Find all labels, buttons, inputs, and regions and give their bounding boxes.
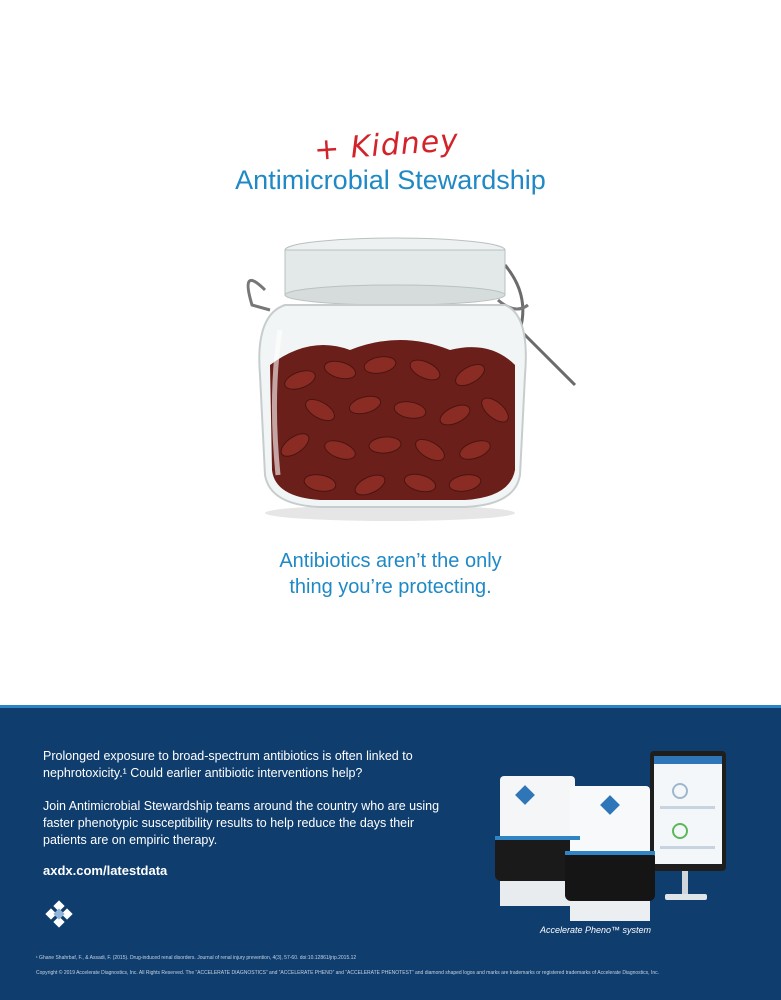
handwritten-kidney: + Kidney: [312, 122, 460, 169]
kidney-bean-jar-image: [230, 235, 580, 525]
tagline-line-2: thing you’re protecting.: [289, 576, 492, 598]
tagline: [0, 548, 781, 600]
tagline-line-1: Antibiotics aren’t the only: [279, 550, 502, 572]
copyright-notice: Copyright © 2019 Accelerate Diagnostics, Inc. All Rights Reserved. The “ACCELERATE DIAGNOSTICS” and “ACCELERATE PHENO” and “ACCELERATE PHENOTEST” and diamond shaped logos and marks are trademarks or registered trademarks of Accelerate Diagnostics, Inc.: [36, 970, 660, 976]
diamond-logo-icon: [43, 900, 75, 932]
website-link[interactable]: axdx.com/latestdata: [43, 863, 168, 878]
body-paragraph-2: Join Antimicrobial Stewardship teams around the country who are using faster phenotypic susceptibility results to help reduce the days their patients are on empiric therapy.: [43, 799, 440, 847]
headline-title: Antimicrobial Stewardship: [235, 165, 546, 195]
accelerate-pheno-system-image: [480, 746, 730, 926]
product-caption: Accelerate Pheno™ system: [540, 925, 652, 935]
footnote-reference: ¹ Ghane Shahrbaf, F., & Assadi, F. (2015). Drug-induced renal disorders. Journal of renal injury prevention, 4(3), 57-60. doi:10.12861/jrip.2015.12: [36, 955, 357, 961]
info-panel: [0, 705, 781, 1000]
body-paragraph-1: Prolonged exposure to broad-spectrum antibiotics is often linked to nephrotoxicity.¹ Could earlier antibiotic interventions help?: [43, 749, 413, 780]
